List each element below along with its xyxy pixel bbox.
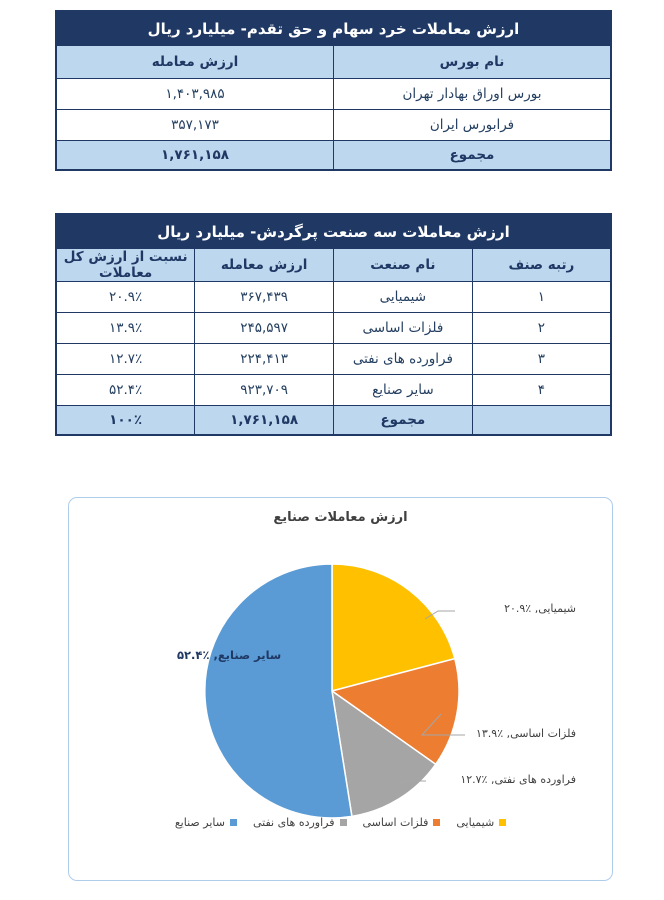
col-header-ratio: نسبت از ارزش کل معاملات bbox=[56, 249, 195, 282]
table-row bbox=[56, 375, 611, 406]
total-row bbox=[56, 406, 611, 436]
trade-value-cell: ۹۲۳,۷۰۹ bbox=[195, 375, 334, 406]
ratio-cell: ۵۲.۴٪ bbox=[56, 375, 195, 406]
industries-table bbox=[55, 213, 612, 436]
total-value-cell: ۱,۷۶۱,۱۵۸ bbox=[56, 141, 334, 171]
ratio-cell: ۱۲.۷٪ bbox=[56, 344, 195, 375]
exchange-name-cell: بورس اوراق بهادار تهران bbox=[334, 79, 612, 110]
trade-value-cell: ۲۴۵,۵۹۷ bbox=[195, 313, 334, 344]
slice-label-petroleum: فراورده های نفتی, ٪۱۲.۷ bbox=[460, 773, 576, 786]
legend-swatch-petroleum bbox=[340, 819, 347, 826]
legend-label: سایر صنایع bbox=[174, 816, 225, 829]
total-ratio-cell: ۱۰۰٪ bbox=[56, 406, 195, 436]
legend-label: شیمیایی bbox=[456, 816, 495, 829]
table-row bbox=[56, 282, 611, 313]
total-rank-cell-empty bbox=[472, 406, 611, 436]
legend-label: فلزات اساسی bbox=[362, 816, 429, 829]
trade-value-cell: ۳۵۷,۱۷۳ bbox=[56, 110, 334, 141]
table-row bbox=[56, 344, 611, 375]
col-header-industry-name: نام صنعت bbox=[334, 249, 473, 282]
col-header-exchange-name: نام بورس bbox=[334, 46, 612, 79]
legend-swatch-metals bbox=[433, 819, 440, 826]
legend-item-metals bbox=[363, 816, 441, 829]
legend-label: فراورده های نفتی bbox=[252, 816, 335, 829]
total-value-cell: ۱,۷۶۱,۱۵۸ bbox=[195, 406, 334, 436]
exchange-name-cell: فرابورس ایران bbox=[334, 110, 612, 141]
table-row bbox=[56, 79, 611, 110]
total-row bbox=[56, 141, 611, 171]
industry-name-cell: فراورده های نفتی bbox=[334, 344, 473, 375]
pie-slice-other bbox=[205, 564, 352, 818]
col-header-trade-value: ارزش معامله bbox=[56, 46, 334, 79]
industry-name-cell: شیمیایی bbox=[334, 282, 473, 313]
total-label-cell: مجموع bbox=[334, 406, 473, 436]
ratio-cell: ۱۳.۹٪ bbox=[56, 313, 195, 344]
slice-label-metals: فلزات اساسی, ٪۱۳.۹ bbox=[475, 727, 576, 740]
table-row bbox=[56, 313, 611, 344]
industry-name-cell: فلزات اساسی bbox=[334, 313, 473, 344]
rank-cell: ۳ bbox=[472, 344, 611, 375]
retail-trades-table bbox=[55, 10, 612, 171]
trade-value-cell: ۲۲۴,۴۱۳ bbox=[195, 344, 334, 375]
chart-title: ارزش معاملات صنایع bbox=[273, 510, 408, 525]
slice-label-chemical: شیمیایی, ٪۲۰.۹ bbox=[504, 602, 576, 615]
chart-legend bbox=[69, 816, 612, 829]
legend-item-petroleum bbox=[253, 816, 347, 829]
trade-value-cell: ۱,۴۰۳,۹۸۵ bbox=[56, 79, 334, 110]
industries-table-title: ارزش معاملات سه صنعت پرگردش- میلیارد ریال bbox=[56, 214, 611, 249]
trade-value-cell: ۳۶۷,۴۳۹ bbox=[195, 282, 334, 313]
retail-table-title: ارزش معاملات خرد سهام و حق تقدم- میلیارد ریال bbox=[56, 11, 611, 46]
slice-label-other: سایر صنایع, ٪۵۲.۴ bbox=[177, 648, 282, 662]
table-row bbox=[56, 110, 611, 141]
pie-chart-panel bbox=[68, 497, 613, 881]
rank-cell: ۱ bbox=[472, 282, 611, 313]
industry-name-cell: سایر صنایع bbox=[334, 375, 473, 406]
legend-item-chemical bbox=[456, 816, 506, 829]
rank-cell: ۲ bbox=[472, 313, 611, 344]
legend-swatch-other bbox=[230, 819, 237, 826]
col-header-trade-value: ارزش معامله bbox=[195, 249, 334, 282]
total-label-cell: مجموع bbox=[334, 141, 612, 171]
rank-cell: ۴ bbox=[472, 375, 611, 406]
legend-item-other bbox=[175, 816, 237, 829]
ratio-cell: ۲۰.۹٪ bbox=[56, 282, 195, 313]
col-header-rank: رتبه صنف bbox=[472, 249, 611, 282]
legend-swatch-chemical bbox=[499, 819, 506, 826]
